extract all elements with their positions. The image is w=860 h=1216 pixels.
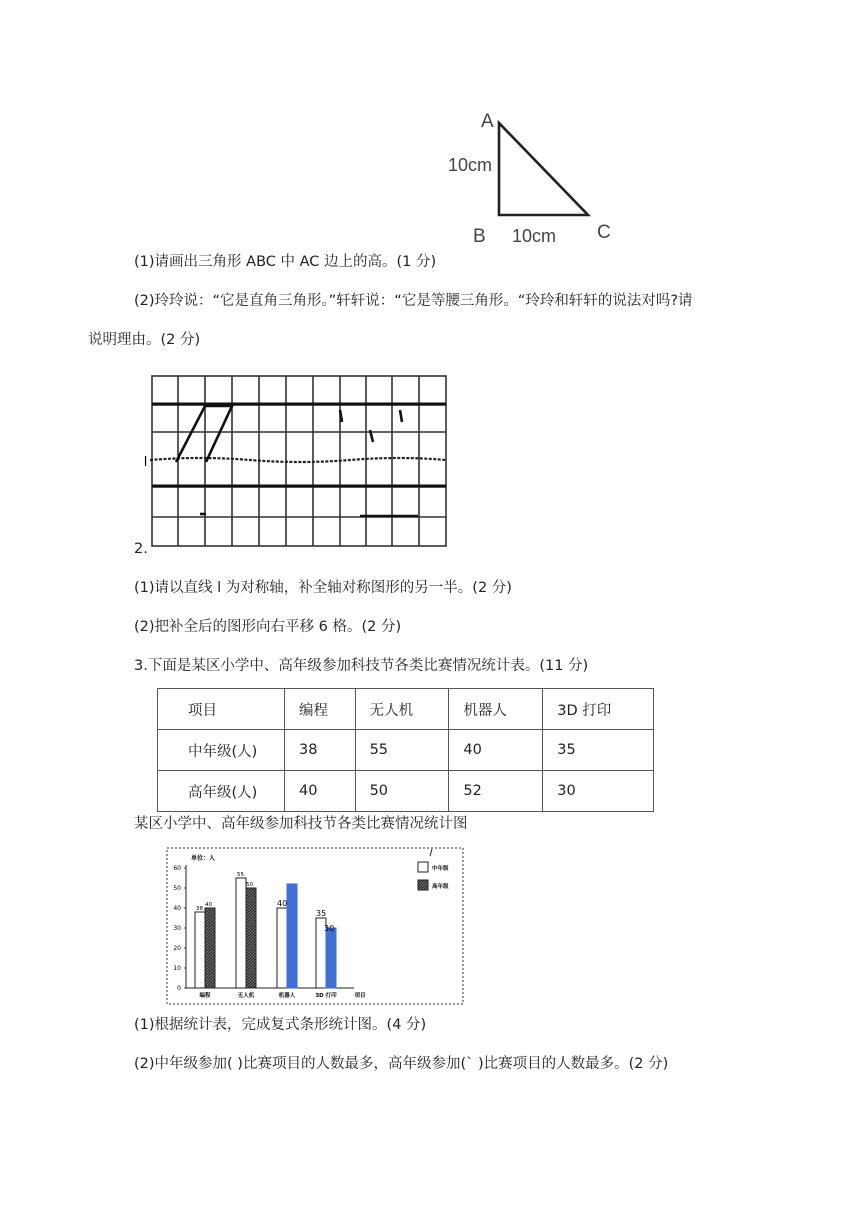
data-label-mid-grade: 40 xyxy=(277,899,288,908)
side-bc-label: 10cm xyxy=(512,226,557,246)
legend-label-mid-grade: 中年级 xyxy=(432,866,449,872)
legend-label-high-grade: 高年级 xyxy=(432,884,449,890)
data-label-mid-grade: 35 xyxy=(316,909,327,918)
table-cell: 52 xyxy=(449,771,543,812)
grid-figure xyxy=(140,370,452,550)
bar-high-grade xyxy=(326,928,336,988)
y-tick-label: 50 xyxy=(173,885,181,892)
table-header-row xyxy=(158,689,654,730)
triangle-figure xyxy=(440,108,630,248)
table-cell: 40 xyxy=(285,771,356,812)
bar-chart xyxy=(164,845,466,1007)
table-header-cell: 3D 打印 xyxy=(543,689,654,730)
table-cell: 38 xyxy=(285,730,356,771)
table-row xyxy=(158,730,654,771)
x-tick-label: 机器人 xyxy=(278,993,296,999)
side-ab-label: 10cm xyxy=(448,155,493,175)
table-cell: 35 xyxy=(543,730,654,771)
table-cell: 高年级(人) xyxy=(158,771,285,812)
q3-part1: (1)根据统计表，完成复式条形统计图。(4 分) xyxy=(134,1017,427,1033)
triangle-abc xyxy=(499,123,588,215)
y-tick-label: 60 xyxy=(173,865,181,872)
q3-part2: (2)中年级参加( )比赛项目的人数最多，高年级参加(` )比赛项目的人数最多。(2 分) xyxy=(134,1056,669,1072)
bar-mid-grade xyxy=(195,912,205,988)
legend-swatch-high-grade xyxy=(418,880,428,890)
vertex-c-label: C xyxy=(597,222,611,243)
bar-high-grade xyxy=(287,884,297,988)
q1-part2-line2: 说明理由。(2 分) xyxy=(88,332,201,348)
q2-part1: (1)请以直线 l 为对称轴，补全轴对称图形的另一半。(2 分) xyxy=(134,580,512,596)
table-header-cell: 编程 xyxy=(285,689,356,730)
y-tick-label: 20 xyxy=(173,945,181,952)
data-label-mid-grade: 55 xyxy=(237,872,244,878)
q1-part2-line1: (2)玲玲说：“它是直角三角形。”轩轩说：“它是等腰三角形。“玲玲和轩轩的说法对吗?请 xyxy=(134,293,693,309)
q2-part2: (2)把补全后的图形向右平移 6 格。(2 分) xyxy=(134,619,402,635)
x-tick-label: 3D 打印 xyxy=(315,993,337,999)
symmetry-axis-l xyxy=(150,458,446,462)
bar-mid-grade xyxy=(277,908,287,988)
vertex-b-label: B xyxy=(473,226,486,247)
chart-bars xyxy=(195,872,336,988)
y-tick-label: 40 xyxy=(173,905,181,912)
table-cell: 40 xyxy=(449,730,543,771)
x-tick-label: 编程 xyxy=(199,993,211,999)
bar-high-grade xyxy=(205,908,215,988)
table-cell: 30 xyxy=(543,771,654,812)
bar-mid-grade xyxy=(236,878,246,988)
q2-number: 2. xyxy=(134,541,148,557)
y-axis-unit-label: 单位：人 xyxy=(191,855,216,862)
table-row xyxy=(158,771,654,812)
vertex-a-label: A xyxy=(481,111,494,132)
table-cell: 50 xyxy=(355,771,449,812)
table-cell: 中年级(人) xyxy=(158,730,285,771)
half-figure xyxy=(176,406,418,516)
x-tick-label: 无人机 xyxy=(237,993,255,999)
q1-part1: (1)请画出三角形 ABC 中 AC 边上的高。(1 分) xyxy=(134,254,437,270)
x-axis-label: 项目 xyxy=(354,993,366,999)
axis-label-l: l xyxy=(144,453,148,469)
stats-table xyxy=(157,688,654,812)
table-header-cell: 机器人 xyxy=(449,689,543,730)
data-label-high-grade: 30 xyxy=(324,924,335,933)
bar-high-grade xyxy=(246,888,256,988)
y-tick-label: 10 xyxy=(173,965,181,972)
y-tick-label: 30 xyxy=(173,925,181,932)
table-cell: 55 xyxy=(355,730,449,771)
data-label-high-grade: 50 xyxy=(246,882,253,888)
chart-legend xyxy=(418,849,449,890)
table-header-cell: 无人机 xyxy=(355,689,449,730)
y-tick-label: 0 xyxy=(177,985,181,992)
table-header-cell: 项目 xyxy=(158,689,285,730)
q3-intro: 3.下面是某区小学中、高年级参加科技节各类比赛情况统计表。(11 分) xyxy=(134,658,589,674)
data-label-mid-grade: 38 xyxy=(196,906,203,912)
chart-caption: 某区小学中、高年级参加科技节各类比赛情况统计图 xyxy=(134,816,468,832)
data-label-high-grade: 40 xyxy=(205,902,212,908)
legend-swatch-mid-grade xyxy=(418,862,428,872)
